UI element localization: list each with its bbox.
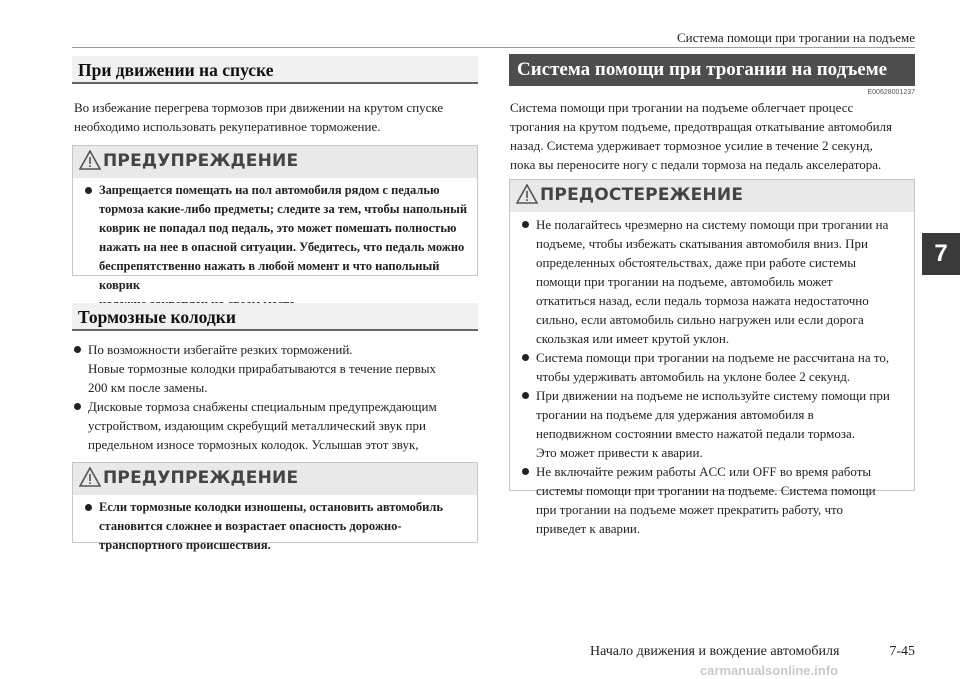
caution-line: трогании на подъеме для удержания автомобиля в xyxy=(536,407,814,422)
item-line: предельном износе тормозных колодок. Услышав этот звук, xyxy=(88,437,419,452)
bullet-icon xyxy=(85,187,92,194)
caution-item xyxy=(522,386,908,462)
running-header: Система помощи при трогании на подъеме xyxy=(676,30,915,45)
caution-triangle-icon xyxy=(516,184,538,204)
warning-line: нажать на нее в опасной ситуации. Убедитесь, что педаль можно xyxy=(99,240,465,254)
warning-label: ПРЕДУПРЕЖДЕНИЕ xyxy=(103,468,299,488)
section-title-hill-start-assist: Система помощи при трогании на подъеме xyxy=(509,54,915,86)
bullet-icon xyxy=(74,403,81,410)
caution-line: Это может привести к аварии. xyxy=(536,445,703,460)
warning-line: коврик не попадал под педаль, это может помешать полностью xyxy=(99,221,457,235)
caution-line: Система помощи при трогании на подъеме не рассчитана на то, xyxy=(536,350,890,365)
caution-line: приведет к аварии. xyxy=(536,521,641,536)
bullet-icon xyxy=(522,354,529,361)
section-title-downhill: При движении на спуске xyxy=(72,56,478,84)
caution-line: откатиться назад, если педаль тормоза нажата недостаточно xyxy=(536,293,869,308)
bullet-icon xyxy=(85,504,92,511)
warning-item xyxy=(85,181,471,314)
warning-item xyxy=(85,498,471,555)
warning-box-floor-mat xyxy=(72,145,478,292)
caution-line: Не полагайтесь чрезмерно на систему помощи при трогании на xyxy=(536,217,889,232)
text-line: назад. Система удерживает тормозное усилие в течение 2 секунд, xyxy=(510,138,873,153)
text-line: необходимо использовать рекуперативное торможение. xyxy=(74,119,381,134)
warning-header xyxy=(73,463,477,495)
list-item xyxy=(74,340,478,397)
caution-line: Не включайте режим работы ACC или OFF во время работы xyxy=(536,464,872,479)
page-number: 7-45 xyxy=(889,644,915,659)
bullet-icon xyxy=(522,468,529,475)
bullet-icon xyxy=(74,346,81,353)
caution-line: системы помощи при трогании на подъеме. Система помощи xyxy=(536,483,876,498)
warning-header xyxy=(73,146,477,178)
bullet-icon xyxy=(522,221,529,228)
hill-start-text xyxy=(510,98,920,174)
chapter-tab[interactable]: 7 xyxy=(922,233,960,275)
caution-line: чтобы удерживать автомобиль на уклоне более 2 секунд. xyxy=(536,369,851,384)
header-rule xyxy=(72,47,915,48)
caution-line: При движении на подъеме не используйте систему помощи при xyxy=(536,388,890,403)
downhill-text xyxy=(74,98,478,136)
warning-line: Если тормозные колодки изношены, остановить автомобиль xyxy=(99,500,444,514)
caution-label: ПРЕДОСТЕРЕЖЕНИЕ xyxy=(540,185,744,205)
text-line: пока вы переносите ногу с педали тормоза на педаль акселератора. xyxy=(510,157,882,172)
caution-line: помощи при трогании на подъеме, автомобиль может xyxy=(536,274,833,289)
warning-line: становится сложнее и возрастает опасность дорожно- xyxy=(99,519,402,533)
caution-line: подъеме, чтобы избежать скатывания автомобиля вниз. При xyxy=(536,236,868,251)
section-code: E00628001237 xyxy=(867,89,915,96)
warning-line: тормоза какие-либо предметы; следите за тем, чтобы напольный xyxy=(99,202,468,216)
item-line: устройством, издающим скребущий металлический звук при xyxy=(88,418,426,433)
caution-header xyxy=(510,180,914,212)
section-title-brake-pads: Тормозные колодки xyxy=(72,303,478,331)
text-line: трогания на крутом подъеме, предотвращая откатывание автомобиля xyxy=(510,119,892,134)
caution-line: скользкая или имеет крутой уклон. xyxy=(536,331,730,346)
text-line: Система помощи при трогании на подъеме облегчает процесс xyxy=(510,100,854,115)
warning-triangle-icon xyxy=(79,150,101,170)
item-line: Дисковые тормоза снабжены специальным предупреждающим xyxy=(88,399,437,414)
caution-item xyxy=(522,462,908,538)
item-line: Новые тормозные колодки прирабатываются в течение первых xyxy=(88,361,437,376)
warning-line: беспрепятственно нажать в любой момент и что напольный коврик xyxy=(99,259,440,292)
warning-triangle-icon xyxy=(79,467,101,487)
caution-item xyxy=(522,348,908,386)
caution-box xyxy=(509,179,915,536)
caution-line: сильно, если автомобиль сильно нагружен или если дорога xyxy=(536,312,864,327)
bullet-icon xyxy=(522,392,529,399)
caution-line: неподвижном состоянии вместо нажатой педали тормоза. xyxy=(536,426,855,441)
footer-section-title: Начало движения и вождение автомобиля xyxy=(590,644,840,659)
caution-line: определенных обстоятельствах, даже при работе системы xyxy=(536,255,856,270)
caution-line: при трогании на подъеме может прекратить работу, что xyxy=(536,502,843,517)
watermark: carmanualsonline.info xyxy=(700,663,838,678)
warning-line: Запрещается помещать на пол автомобиля рядом с педалью xyxy=(99,183,440,197)
text-line: Во избежание перегрева тормозов при движении на крутом спуске xyxy=(74,100,444,115)
caution-item xyxy=(522,215,908,348)
item-line: 200 км после замены. xyxy=(88,380,208,395)
item-line: По возможности избегайте резких торможений. xyxy=(88,342,353,357)
warning-line: транспортного происшествия. xyxy=(99,538,271,552)
warning-box-brake-pads xyxy=(72,462,478,552)
warning-label: ПРЕДУПРЕЖДЕНИЕ xyxy=(103,151,299,171)
brake-pads-list xyxy=(74,340,478,473)
